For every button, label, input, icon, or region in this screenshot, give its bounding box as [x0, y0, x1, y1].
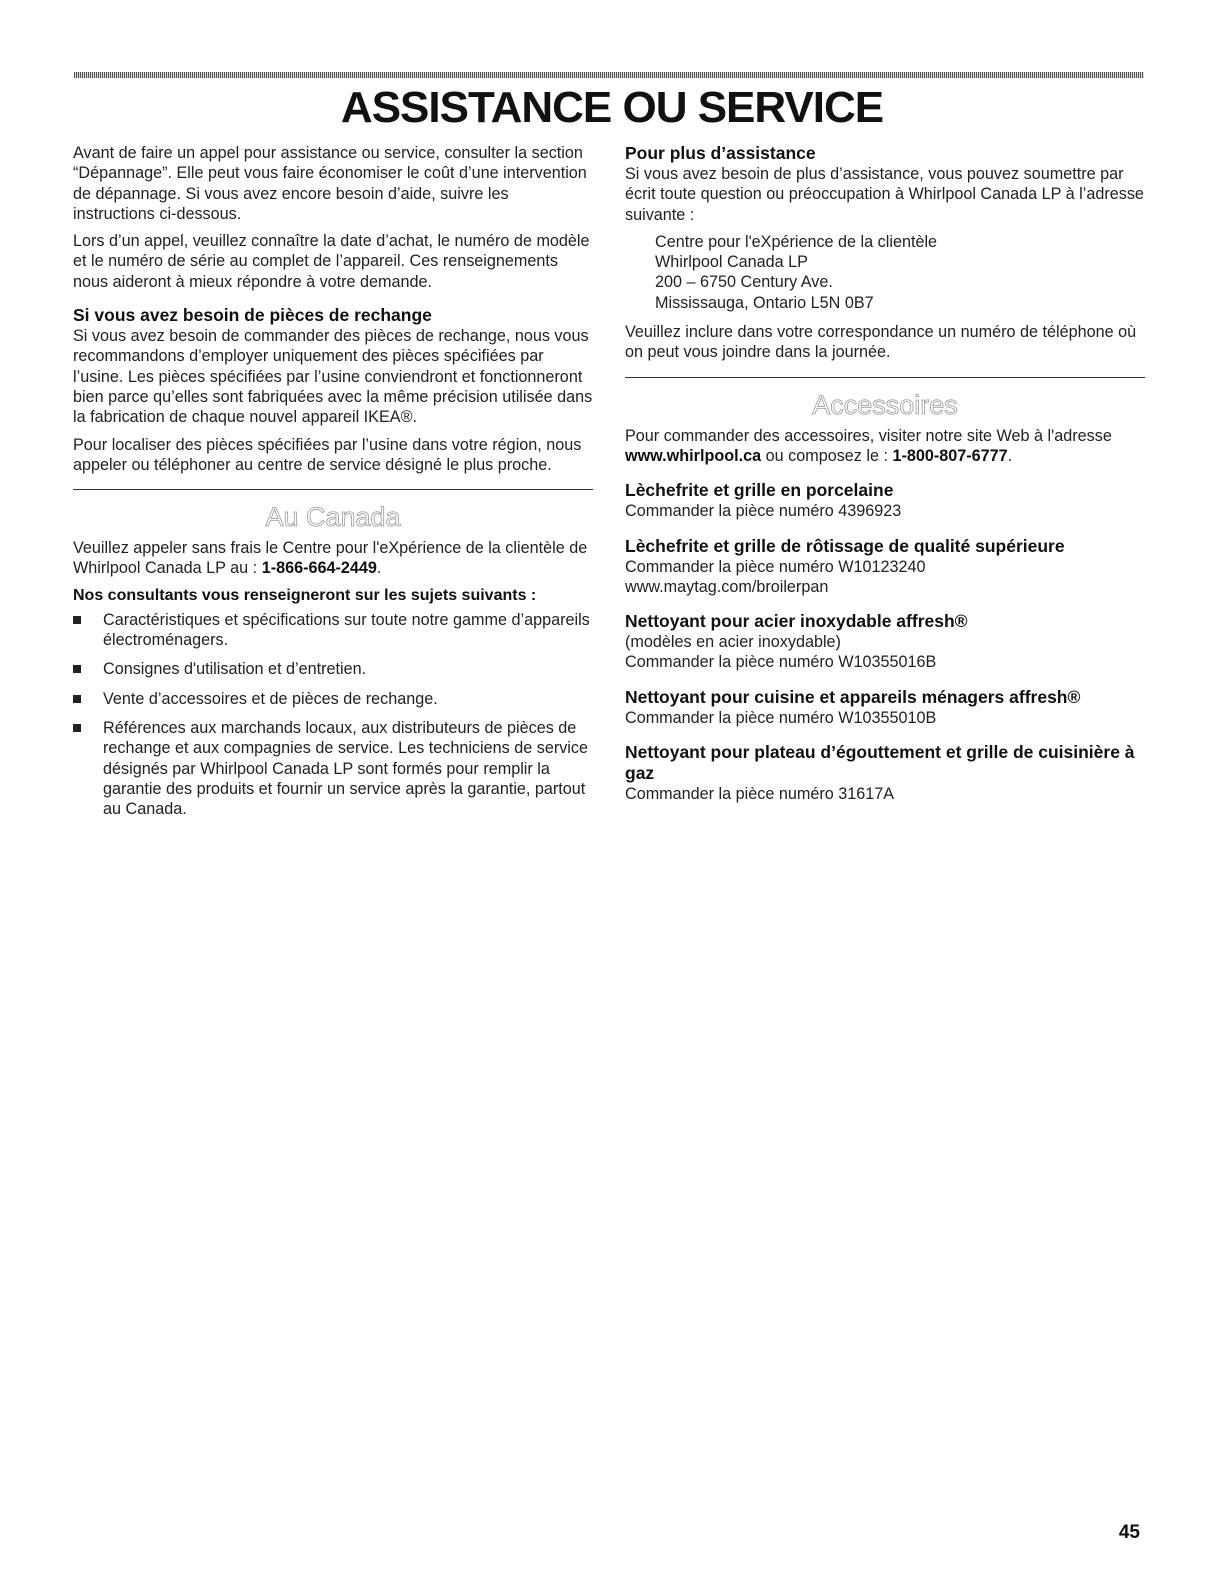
list-item-text: Caractéristiques et spécifications sur toute notre gamme d’appareils électroménagers. — [103, 610, 590, 650]
page-title: ASSISTANCE OU SERVICE — [340, 83, 884, 132]
accessories-paragraph: Pour commander des accessoires, visiter notre site Web à l'adresse www.whirlpool.ca ou composez le : 1-800-807-6777. — [625, 426, 1112, 465]
address-line: Centre pour l'eXpérience de la clientèle — [655, 232, 938, 251]
consultants-heading: Nos consultants vous renseigneront sur les sujets suivants : — [73, 586, 537, 604]
more-assistance-heading: Pour plus d’assistance — [625, 143, 816, 163]
section-divider — [73, 489, 593, 490]
bullet-square-icon — [73, 665, 81, 673]
accessory-detail: Commander la pièce numéro W10123240 — [625, 557, 926, 576]
accessory-title: Lèchefrite et grille de rôtissage de qualité supérieure — [625, 535, 1065, 556]
accessory-item — [625, 742, 1145, 804]
list-item-text: Vente d’accessoires et de pièces de rechange. — [103, 689, 438, 708]
address-line: 200 – 6750 Century Ave. — [655, 273, 833, 292]
page-number: 45 — [1118, 1522, 1140, 1543]
parts-heading: Si vous avez besoin de pièces de rechange — [73, 305, 432, 326]
accessory-url[interactable]: www.maytag.com/broilerpan — [625, 577, 829, 596]
canada-paragraph: Veuillez appeler sans frais le Centre pour l'eXpérience de la clientèle de Whirlpool Canada LP au : 1-866-664-2449. — [73, 539, 588, 578]
website-link[interactable]: www.whirlpool.ca — [625, 446, 762, 465]
accessories-text-a: Pour commander des accessoires, visiter notre site Web à l'adresse — [625, 426, 1112, 445]
list-item — [73, 610, 593, 651]
accessory-item — [625, 536, 1145, 598]
bullet-square-icon — [73, 616, 81, 624]
mailing-address — [625, 232, 1145, 313]
right-column — [625, 143, 1145, 818]
accessories-section-title: Accessoires — [812, 389, 958, 420]
list-item-text: Consignes d'utilisation et d’entretien. — [103, 660, 367, 679]
canada-text: Veuillez appeler sans frais le Centre pour l'eXpérience de la clientèle de Whirlpool Canada LP au : — [73, 539, 588, 578]
section-divider — [625, 377, 1145, 378]
canada-phone: 1-866-664-2449 — [261, 559, 377, 578]
list-item — [73, 718, 593, 819]
address-line: Whirlpool Canada LP — [655, 253, 808, 272]
accessory-detail: Commander la pièce numéro 31617A — [625, 785, 895, 804]
canada-section-title: Au Canada — [265, 502, 401, 533]
more-assistance-text: Si vous avez besoin de plus d’assistance, vous pouvez soumettre par écrit toute question ou préoccupation à Whirlpool Canada LP à l’adresse suivante : — [625, 165, 1144, 224]
list-item-text: Références aux marchands locaux, aux distributeurs de pièces de rechange et aux compagnies de service. Les techniciens de service désignés par Whirlpool Canada LP sont formés pour remplir la garantie des produits et fournir un service après la garantie, partout au Canada. — [103, 718, 589, 819]
bullet-square-icon — [73, 695, 81, 703]
accessory-detail: Commander la pièce numéro W10355010B — [625, 708, 937, 727]
left-column — [73, 143, 593, 828]
accessory-detail: Commander la pièce numéro W10355016B — [625, 653, 937, 672]
top-decorative-bar — [74, 72, 1144, 78]
accessories-text-b: ou composez le : — [765, 446, 888, 465]
accessory-title: Lèchefrite et grille en porcelaine — [625, 480, 894, 501]
accessory-item — [625, 480, 1145, 521]
accessory-detail: Commander la pièce numéro 4396923 — [625, 502, 902, 521]
parts-paragraph-1: Si vous avez besoin de commander des pièces de rechange, nous vous recommandons d’employer uniquement des pièces spécifiées par l’usine. Les pièces spécifiées par l’usine conviendront et fonctionneront bien parce qu’elles sont fabriquées avec la même précision utilisée dans la fabrication de chaque nouvel appareil IKEA®. — [73, 327, 593, 427]
consultants-list — [73, 610, 593, 820]
accessory-title: Nettoyant pour acier inoxydable affresh® — [625, 611, 968, 632]
accessory-item — [625, 687, 1145, 728]
accessories-phone: 1-800-807-6777 — [892, 446, 1008, 465]
accessory-item — [625, 611, 1145, 673]
include-phone-text: Veuillez inclure dans votre correspondance un numéro de téléphone où on peut vous joindre dans la journée. — [625, 323, 1137, 362]
address-line: Mississauga, Ontario L5N 0B7 — [655, 293, 874, 312]
accessory-title: Nettoyant pour plateau d’égouttement et grille de cuisinière à gaz — [625, 742, 1135, 784]
list-item — [73, 659, 593, 679]
accessory-detail: (modèles en acier inoxydable) — [625, 633, 841, 652]
parts-paragraph-2: Pour localiser des pièces spécifiées par l’usine dans votre région, nous appeler ou téléphoner au centre de service désigné le plus proche. — [73, 435, 582, 474]
accessory-title: Nettoyant pour cuisine et appareils ménagers affresh® — [625, 686, 1081, 707]
intro-paragraph-2: Lors d’un appel, veuillez connaître la date d’achat, le numéro de modèle et le numéro de série au complet de l’appareil. Ces renseignements nous aideront à mieux répondre à votre demande. — [73, 232, 590, 291]
list-item — [73, 689, 593, 709]
intro-paragraph-1: Avant de faire un appel pour assistance ou service, consulter la section “Dépannage”. Elle peut vous faire économiser le coût d’une intervention de dépannage. Si vous avez encore besoin d’aide, suivre les instructions ci-dessous. — [73, 144, 587, 223]
bullet-square-icon — [73, 724, 81, 732]
